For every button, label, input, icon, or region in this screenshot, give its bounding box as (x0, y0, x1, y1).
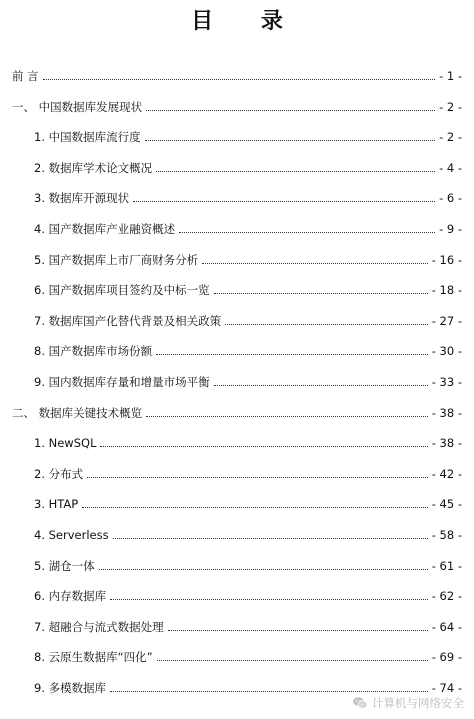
toc-leader-dots (87, 477, 428, 478)
toc-entry-label: 2. 数据库学术论文概况 (34, 161, 153, 175)
toc-leader-dots (99, 569, 428, 570)
toc-entry-label: 9. 国内数据库存量和增量市场平衡 (34, 375, 210, 389)
toc-entry-label: 前 言 (12, 69, 39, 83)
toc-leader-dots (179, 232, 435, 233)
toc-entry-page: - 1 - (439, 69, 462, 83)
toc-leader-dots (133, 201, 435, 202)
toc-entry-page: - 6 - (439, 191, 462, 205)
toc-leader-dots (100, 446, 428, 447)
toc-leader-dots (156, 171, 435, 172)
toc-leader-dots (202, 263, 428, 264)
toc-entry-label: 8. 国产数据库市场份额 (34, 344, 153, 358)
toc-entry-page: - 38 - (431, 436, 462, 450)
toc-entry-label: 5. 湖仓一体 (34, 559, 95, 573)
toc-entry-chapter-2[interactable] (0, 404, 474, 422)
toc-leader-dots (110, 691, 428, 692)
toc-entry-label: 一、 中国数据库发展现状 (12, 100, 143, 114)
toc-leader-dots (113, 538, 428, 539)
toc-entry-1-2[interactable] (0, 159, 474, 177)
toc-entry-1-1[interactable] (0, 128, 474, 146)
toc-entry-label: 3. HTAP (34, 497, 79, 511)
toc-entry-label: 1. NewSQL (34, 436, 97, 450)
toc-entry-chapter-1[interactable] (0, 98, 474, 116)
toc-entry-2-6[interactable] (0, 587, 474, 605)
toc-leader-dots (110, 599, 428, 600)
toc-entry-label: 6. 国产数据库项目签约及中标一览 (34, 283, 210, 297)
toc-leader-dots (157, 660, 428, 661)
toc-entry-page: - 30 - (431, 344, 462, 358)
toc-entry-page: - 9 - (439, 222, 462, 236)
toc-leader-dots (145, 140, 435, 141)
toc-entry-1-4[interactable] (0, 220, 474, 238)
toc-entry-page: - 45 - (431, 497, 462, 511)
toc-leader-dots (214, 385, 428, 386)
wechat-icon (352, 695, 368, 711)
toc-entry-page: - 74 - (431, 681, 462, 695)
toc-entry-1-7[interactable] (0, 312, 474, 330)
toc-entry-2-3[interactable] (0, 495, 474, 513)
toc-entry-2-4[interactable] (0, 526, 474, 544)
toc-entry-page: - 38 - (431, 406, 462, 420)
toc-entry-page: - 33 - (431, 375, 462, 389)
toc-entry-2-8[interactable] (0, 648, 474, 666)
toc-entry-label: 7. 数据库国产化替代背景及相关政策 (34, 314, 222, 328)
toc-entry-label: 4. 国产数据库产业融资概述 (34, 222, 176, 236)
toc-entry-label: 1. 中国数据库流行度 (34, 130, 141, 144)
toc-entry-page: - 18 - (431, 283, 462, 297)
toc-entry-preface[interactable] (0, 67, 474, 85)
toc-entry-1-8[interactable] (0, 342, 474, 360)
toc-entry-label: 9. 多模数据库 (34, 681, 107, 695)
toc-leader-dots (225, 324, 428, 325)
toc-entry-2-2[interactable] (0, 465, 474, 483)
toc-entry-page: - 69 - (431, 650, 462, 664)
toc-entry-page: - 16 - (431, 253, 462, 267)
toc-entry-page: - 58 - (431, 528, 462, 542)
toc-entry-1-6[interactable] (0, 281, 474, 299)
toc-entry-2-1[interactable] (0, 434, 474, 452)
toc-entry-1-5[interactable] (0, 251, 474, 269)
toc-entry-label: 2. 分布式 (34, 467, 84, 481)
toc-entry-label: 5. 国产数据库上市厂商财务分析 (34, 253, 199, 267)
toc-entry-page: - 42 - (431, 467, 462, 481)
toc-entry-label: 3. 数据库开源现状 (34, 191, 130, 205)
toc-entry-page: - 64 - (431, 620, 462, 634)
toc-entry-page: - 2 - (439, 130, 462, 144)
toc-leader-dots (168, 630, 428, 631)
toc-entry-label: 二、 数据库关键技术概览 (12, 406, 143, 420)
toc-leader-dots (82, 507, 428, 508)
toc-entry-page: - 61 - (431, 559, 462, 573)
toc-entry-page: - 4 - (439, 161, 462, 175)
toc-leader-dots (43, 79, 435, 80)
toc-entry-page: - 2 - (439, 100, 462, 114)
toc-entry-label: 6. 内存数据库 (34, 589, 107, 603)
toc-entry-1-9[interactable] (0, 373, 474, 391)
toc-leader-dots (146, 110, 435, 111)
watermark-text: 计算机与网络安全 (372, 696, 464, 710)
toc-entry-page: - 27 - (431, 314, 462, 328)
toc-leader-dots (156, 354, 428, 355)
toc-title: 目 录 (191, 9, 303, 34)
toc-entry-1-3[interactable] (0, 189, 474, 207)
toc-entry-label: 7. 超融合与流式数据处理 (34, 620, 164, 634)
watermark (352, 693, 464, 713)
toc-leader-dots (146, 416, 428, 417)
toc-entry-page: - 62 - (431, 589, 462, 603)
toc-entry-2-5[interactable] (0, 557, 474, 575)
toc-entry-2-7[interactable] (0, 618, 474, 636)
toc-leader-dots (214, 293, 428, 294)
toc-entry-label: 8. 云原生数据库“四化” (34, 650, 153, 664)
toc-entry-label: 4. Serverless (34, 528, 109, 542)
